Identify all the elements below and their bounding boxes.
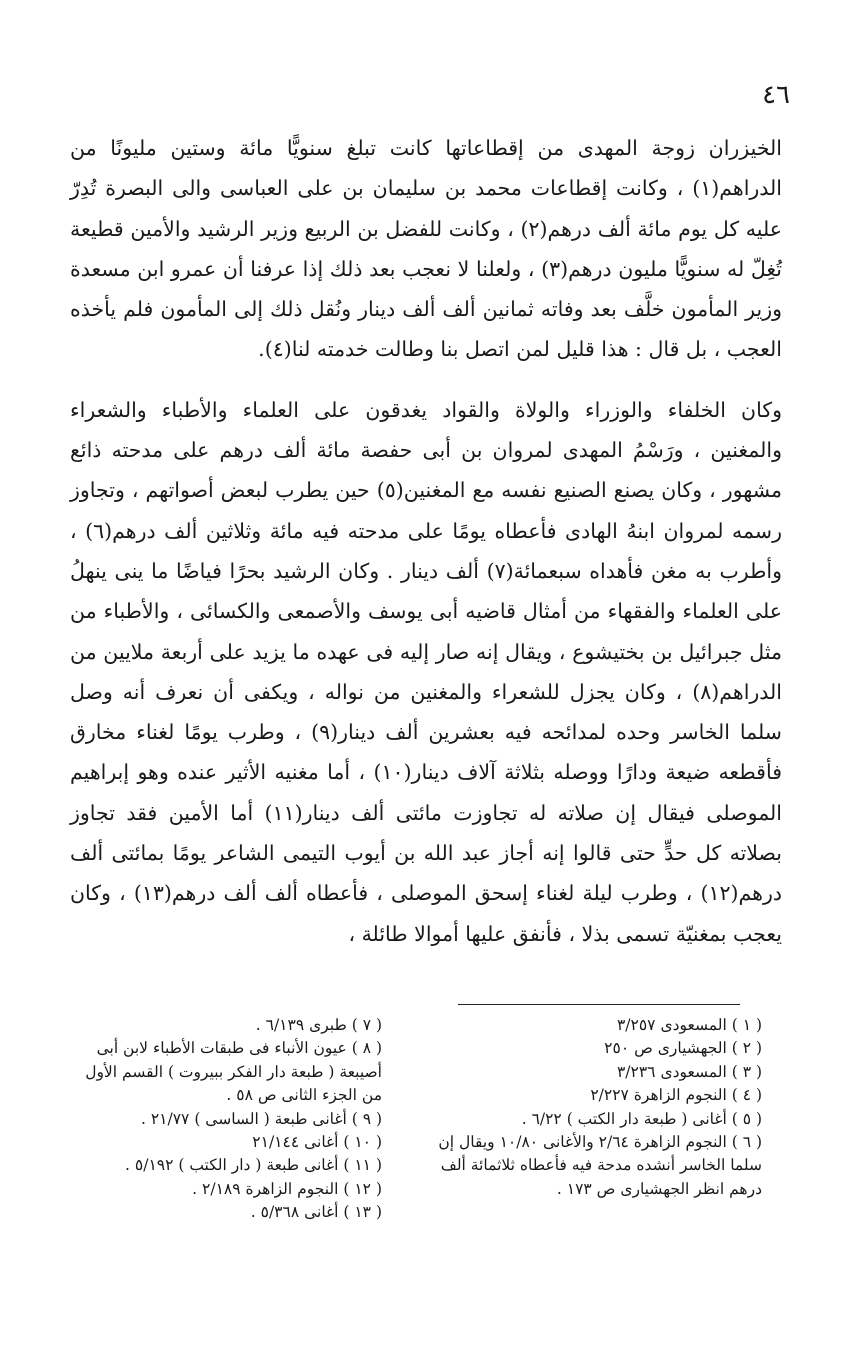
paragraph: الخيزران زوجة المهدى من إقطاعاتها كانت تبلغ سنويًّا مائة وستين مليونًا من الدراهم(١) ، وكانت إقطاعات محمد بن سليمان بن على العباسى والى البصرة تُدِرّ عليه كل يوم مائة ألف درهم(٢) ، وكانت للفضل بن الربيع وزير الرشيد والأمين قطيعة تُغِلّ له سنويًّا مليون درهم(٣) ، ولعلنا لا نعجب بعد ذلك إذا عرفنا أن عمرو ابن مسعدة وزير المأمون خلَّف بعد وفاته ثمانين ألف ألف دينار ونُقل ذلك إلى المأمون فلم يأخذه العجب ، بل قال : هذا قليل لمن اتصل بنا وطالت خدمته لنا(٤). xyxy=(70,136,782,362)
footnotes-left-column xyxy=(70,1014,382,1225)
footnote: ( ٤ ) النجوم الزاهرة ٢/٢٢٧ xyxy=(590,1086,762,1105)
footnote: ( ١ ) المسعودى ٣/٢٥٧ xyxy=(616,1016,762,1034)
footnote: ( ١٠ ) أغانى ٢١/١٤٤ xyxy=(252,1133,382,1152)
footnote: ( ١٢ ) النجوم الزاهرة ٢/١٨٩ . xyxy=(192,1179,382,1198)
footnote: ( ٣ ) المسعودى ٣/٢٣٦ xyxy=(616,1062,762,1081)
footnote: ( ٧ ) طبرى ٦/١٣٩ . xyxy=(255,1016,382,1034)
page-number: ٤٦ xyxy=(762,80,790,110)
footnote-divider xyxy=(458,1004,740,1005)
main-text xyxy=(70,128,782,954)
footnotes-right-column xyxy=(425,1014,762,1201)
footnote: ( ٦ ) النجوم الزاهرة ٢/٦٤ والأغانى ١٠/٨٠ ويقال إن سلما الخاسر أنشده مدحة فيه فأعطاه ثلاثمائة ألف درهم انظر الجهشيارى ص ١٧٣ . xyxy=(438,1133,762,1198)
footnote: ( ٥ ) أغانى ( طبعة دار الكتب ) ٦/٢٢ . xyxy=(521,1109,762,1128)
footnote: ( ٩ ) أغانى طبعة ( الساسى ) ٢١/٧٧ . xyxy=(141,1109,382,1128)
footnote: ( ٢ ) الجهشيارى ص ٢٥٠ xyxy=(604,1039,762,1058)
footnote: ( ٨ ) عيون الأنباء فى طبقات الأطباء لابن أبى أصيبعة ( طبعة دار الفكر ببيروت ) القسم الأول من الجزء الثانى ص ٥٨ . xyxy=(85,1039,382,1105)
paragraph: وكان الخلفاء والوزراء والولاة والقواد يغدقون على العلماء والأطباء والشعراء والمغنين ، ورَسْمُ المهدى لمروان بن أبى حفصة مائة ألف درهم على مدحته ذائع مشهور ، وكان يصنع الصنيع نفسه مع المغنين(٥) حين يطرب لبعض أصواتهم ، وتجاوز رسمه لمروان ابنهُ الهادى فأعطاه يومًا على مدحته فيه مائة وثلاثين ألف درهم(٦) ، وأطرب به مغن فأهداه سبعمائة(٧) ألف دينار . وكان الرشيد بحرًا فياضًا ما ينى ينهلُ على العلماء والفقهاء من أمثال قاضيه أبى يوسف والأصمعى والكسائى ، والأطباء من مثل جبرائيل بن بختيشوع ، ويقال إنه صار إليه فى عهده ما يزيد على أربعة ملايين من الدراهم(٨) ، وكان يجزل للشعراء والمغنين من نواله ، ويكفى أن نعرف أنه وصل سلما الخاسر وحده لمدائحه فيه بعشرين ألف دينار(٩) ، وطرب يومًا لغناء مخارق فأقطعه ضيعة ودارًا ووصله بثلاثة آلاف دينار(١٠) ، أما مغنيه الأثير عنده وهو إبراهيم الموصلى فيقال إن صلاته له تجاوزت مائتى ألف دينار(١١) أما الأمين فقد تجاوز بصلاته كل حدٍّ حتى قالوا إنه أجاز عبد الله بن أيوب التيمى الشاعر يومًا بمائتى ألف درهم(١٢) ، وطرب ليلة لغناء إسحق الموصلى ، فأعطاه ألف ألف درهم(١٣) ، وكان يعجب بمغنيّة تسمى بذلا ، فأنفق عليها أموالا طائلة ، xyxy=(70,397,783,946)
footnote: ( ١١ ) أغانى طبعة ( دار الكتب ) ٥/١٩٢ . xyxy=(125,1156,382,1175)
footnote: ( ١٣ ) أغانى ٥/٣٦٨ . xyxy=(250,1203,382,1222)
